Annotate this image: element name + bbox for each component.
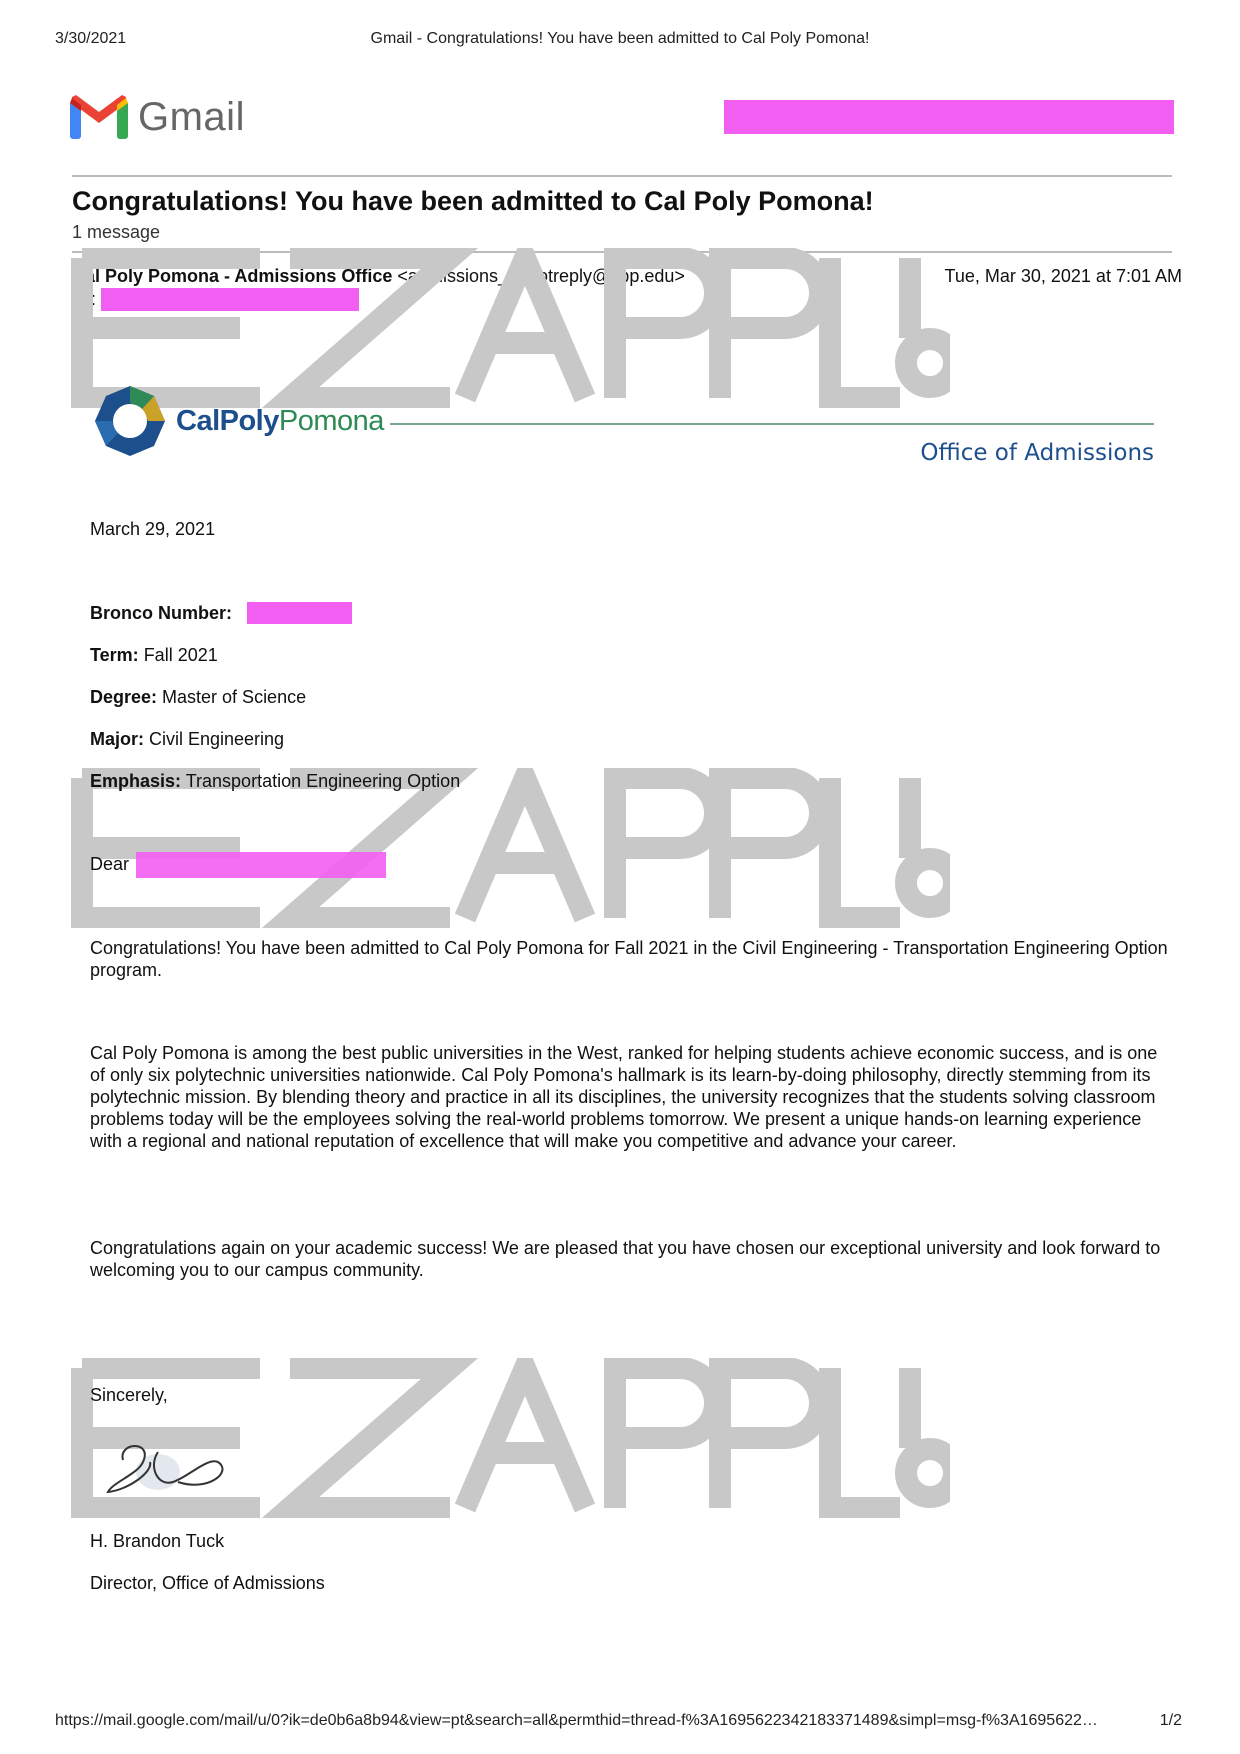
email-subject: Congratulations! You have been admitted to Cal Poly Pomona! bbox=[72, 186, 874, 216]
cpp-wordmark bbox=[176, 405, 384, 438]
footer-url[interactable]: https://mail.google.com/mail/u/0?ik=de0b6a8b94&view=pt&search=all&permthid=thread-f%3A1695622342183371489&simpl=msg-f%3A1695622… bbox=[55, 1712, 1098, 1729]
closing: Sincerely, bbox=[90, 1385, 168, 1405]
emphasis-label: Emphasis: bbox=[90, 771, 182, 791]
message-count: 1 message bbox=[72, 222, 161, 242]
letter-date: March 29, 2021 bbox=[90, 519, 216, 539]
major-row bbox=[90, 728, 284, 750]
term-value: Fall 2021 bbox=[138, 645, 218, 665]
emphasis-value: Transportation Engineering Option bbox=[181, 771, 461, 791]
bronco-number-label: Bronco Number: bbox=[90, 603, 233, 623]
cpp-wordmark-pomona: Pomona bbox=[278, 404, 384, 437]
major-value: Civil Engineering bbox=[144, 729, 285, 749]
email-date: Tue, Mar 30, 2021 at 7:01 AM bbox=[944, 266, 1182, 286]
print-date: 3/30/2021 bbox=[55, 30, 127, 47]
redacted-bronco-number bbox=[247, 602, 352, 624]
gmail-m-icon bbox=[70, 95, 128, 139]
emphasis-row bbox=[90, 770, 460, 792]
redacted-name bbox=[136, 852, 386, 878]
major-label: Major: bbox=[90, 729, 144, 749]
paragraph-admitted: Congratulations! You have been admitted to Cal Poly Pomona for Fall 2021 in the Civil Engineering - Transportation Engineering Option program. bbox=[90, 938, 1168, 980]
print-title: Gmail - Congratulations! You have been admitted to Cal Poly Pomona! bbox=[370, 30, 870, 47]
degree-value: Master of Science bbox=[157, 687, 307, 707]
to-label: To: bbox=[72, 289, 97, 309]
signature bbox=[98, 1432, 238, 1502]
salutation: Dear bbox=[90, 854, 130, 874]
term-row bbox=[90, 644, 218, 666]
sender-email[interactable]: <admissions_donotreply@cpp.edu> bbox=[397, 266, 685, 286]
term-label: Term: bbox=[90, 645, 139, 665]
gmail-wordmark: Gmail bbox=[138, 94, 245, 139]
signer-name: H. Brandon Tuck bbox=[90, 1531, 225, 1551]
paragraph-about-cpp: Cal Poly Pomona is among the best public universities in the West, ranked for helping students achieve economic success, and is one of only six polytechnic universities nationwide. Cal Poly Pomona's hallmark is its learn-by-doing philosophy, directly stemming from its polytechnic mission. By blending theory and practice in all its disciplines, the university recognizes that the students solving classroom problems today will be the employees solving the real-world problems tomorrow. We present a unique hands-on learning experience with a regional and national reputation of excellence that will make you competitive and advance your career. bbox=[90, 1043, 1158, 1151]
divider bbox=[72, 175, 1172, 177]
letterhead-rule bbox=[390, 423, 1154, 425]
bronco-number-row bbox=[90, 602, 232, 624]
watermark-ez-apply bbox=[70, 768, 950, 928]
degree-label: Degree: bbox=[90, 687, 158, 707]
office-of-admissions: Office of Admissions bbox=[920, 440, 1154, 466]
signer-title: Director, Office of Admissions bbox=[90, 1573, 325, 1593]
cpp-wordmark-cal: CalPoly bbox=[176, 404, 279, 437]
paragraph-closing: Congratulations again on your academic success! We are pleased that you have chosen our exceptional university and look forward to welcoming you to our campus community. bbox=[90, 1238, 1161, 1280]
redacted-account bbox=[724, 100, 1174, 134]
cpp-logo bbox=[92, 383, 384, 459]
cpp-octagon-icon bbox=[92, 383, 168, 459]
gmail-logo[interactable] bbox=[70, 92, 245, 142]
sender-name: Cal Poly Pomona - Admissions Office bbox=[72, 266, 393, 286]
page-number: 1/2 bbox=[1159, 1712, 1182, 1729]
degree-row bbox=[90, 686, 306, 708]
